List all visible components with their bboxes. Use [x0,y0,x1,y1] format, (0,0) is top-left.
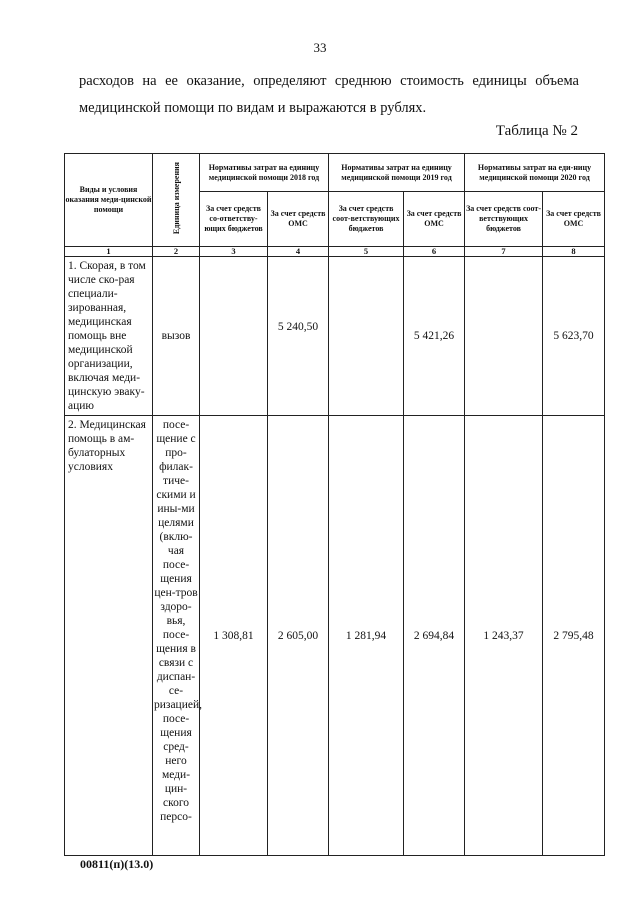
header-group-2018: Нормативы затрат на единицу медицинской помощи 2018 год [200,154,329,192]
value-oms-2019: 5 421,26 [404,257,465,416]
header-group-2020: Нормативы затрат на еди-ницу медицинской помощи 2020 год [465,154,605,192]
header-group-2019: Нормативы затрат на единицу медицинской помощи 2019 год [329,154,465,192]
value-budget-2019 [329,257,404,416]
value-budget-2018 [200,257,268,416]
row-unit: вызов [153,257,200,416]
value-oms-2018: 5 240,50 [268,257,329,416]
col-number: 2 [153,247,200,257]
header-oms-2019: За счет средств ОМС [404,192,465,247]
document-code: 00811(п)(13.0) [80,857,154,871]
value-oms-2019: 2 694,84 [404,416,465,856]
value-budget-2019: 1 281,94 [329,416,404,856]
col-number: 5 [329,247,404,257]
header-budget-2019: За счет средств соот-ветствующих бюджетов [329,192,404,247]
intro-paragraph [79,68,579,122]
row-name: 1. Скорая, в том числе ско-рая специали-зированная, медицинская помощь вне медицинской организации, включая меди-цинскую эваку-ацию [65,257,153,416]
col-number: 8 [543,247,605,257]
value-budget-2020 [465,257,543,416]
col-number: 4 [268,247,329,257]
header-budget-2020: За счет средств соот-ветствующих бюджетов [465,192,543,247]
col-number: 7 [465,247,543,257]
cost-norms-table [64,153,605,856]
header-oms-2020: За счет средств ОМС [543,192,605,247]
col-number: 1 [65,247,153,257]
column-number-row [65,247,605,257]
value-oms-2020: 2 795,48 [543,416,605,856]
table-row [65,257,605,416]
header-budget-2018: За счет средств со-ответству-ющих бюджетов [200,192,268,247]
header-oms-2018: За счет средств ОМС [268,192,329,247]
col-number: 6 [404,247,465,257]
row-name: 2. Медицинская помощь в ам-булаторных условиях [65,416,153,856]
col-number: 3 [200,247,268,257]
header-unit [153,154,200,247]
row-unit: посе-щение с про-филак-тиче-скими и ины-ми целями (вклю-чая посе-щения цен-тров здоро-вья, посе-щения в связи с диспан-се-ризациeй, посе-щения сред-него меди-цин-ского персо- [153,416,200,856]
value-oms-2018: 2 605,00 [268,416,329,856]
table-label: Таблица № 2 [495,123,578,139]
header-type-of-care: Виды и условия оказания меди-цинской помощи [65,154,153,247]
intro-line-2: медицинской помощи по видам и выражаются в рублях. [79,100,427,116]
page-number: 33 [313,40,327,55]
value-budget-2020: 1 243,37 [465,416,543,856]
intro-line-1: расходов на ее оказание, определяют среднюю стоимость единицы объема [79,73,579,89]
header-unit-text: Единица измерения [171,162,181,235]
value-budget-2018: 1 308,81 [200,416,268,856]
table-row [65,416,605,856]
value-oms-2020: 5 623,70 [543,257,605,416]
